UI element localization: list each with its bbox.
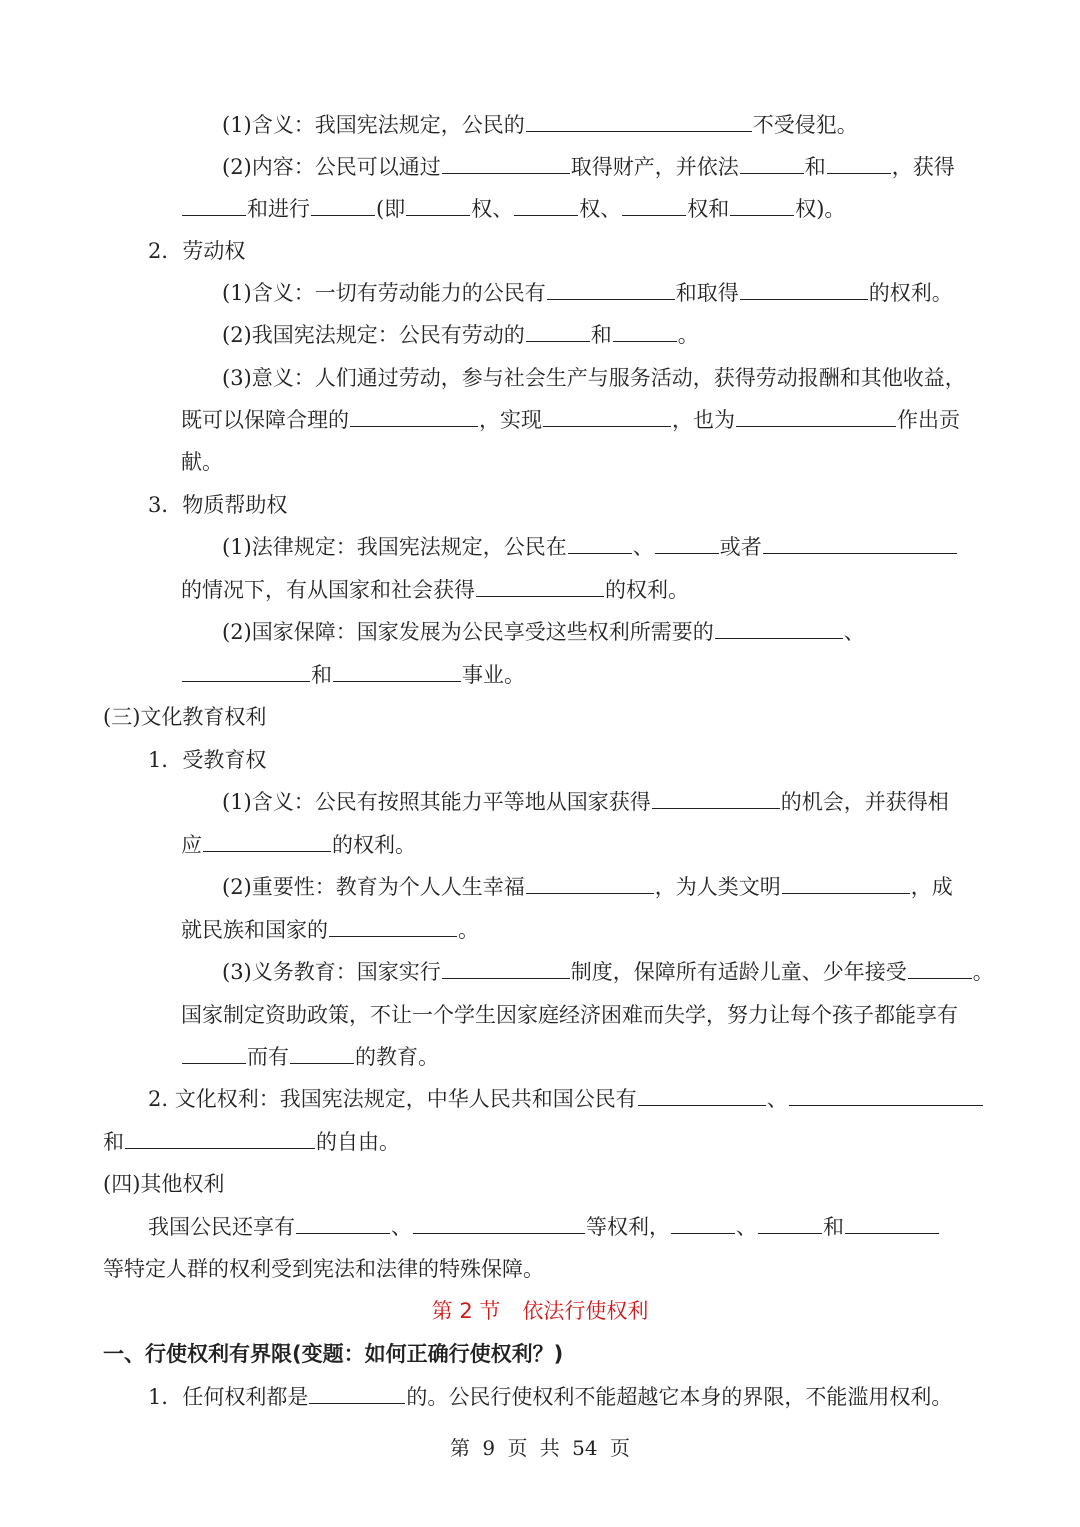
- fill-blank: [182, 1041, 246, 1064]
- line-text: 的权利。: [868, 281, 953, 305]
- main-heading: 一、行使权利有界限(变题：如何正确行使权利？): [103, 1342, 564, 1366]
- text-line: [0, 611, 1080, 653]
- line-text: ，获得: [891, 155, 955, 179]
- fill-blank: [329, 914, 457, 937]
- text-line: [0, 272, 1080, 314]
- fill-blank: [526, 109, 752, 132]
- text-line: [0, 1036, 1080, 1078]
- fill-blank: [333, 659, 461, 682]
- line-text: 等权利，: [586, 1215, 670, 1239]
- fill-blank: [526, 871, 654, 894]
- subsection-title: 2．劳动权: [148, 239, 246, 263]
- line-text: 献。: [181, 450, 223, 474]
- line-text: 2. 文化权利：我国宪法规定，中华人民共和国公民有: [148, 1087, 637, 1111]
- line-text: 权、: [579, 197, 622, 221]
- fill-blank: [442, 956, 570, 979]
- line-text: 的机会，并获得相: [780, 790, 949, 814]
- line-text: 和: [804, 155, 826, 179]
- fill-blank: [203, 829, 331, 852]
- line-text: 既可以保障合理的: [181, 408, 349, 432]
- fill-blank: [758, 1211, 822, 1234]
- text-line: [0, 314, 1080, 356]
- line-text: 权、: [471, 197, 514, 221]
- line-text: 的自由。: [316, 1130, 400, 1154]
- section-heading: (四)其他权利: [103, 1172, 225, 1196]
- line-text: (3)意义：人们通过劳动，参与社会生产与服务活动，获得劳动报酬和其他收益，: [222, 366, 966, 390]
- text-line: [0, 484, 1080, 526]
- line-text: 的情况下，有从国家和社会获得: [181, 578, 475, 602]
- fill-blank: [655, 531, 719, 554]
- line-text: 的权利。: [332, 833, 416, 857]
- fill-blank: [908, 956, 972, 979]
- line-text: 和取得: [675, 281, 739, 305]
- fill-blank: [413, 1211, 585, 1234]
- line-text: 和: [823, 1215, 844, 1239]
- line-text: 就民族和国家的: [181, 918, 328, 942]
- fill-blank: [526, 319, 590, 342]
- fill-blank: [652, 786, 780, 809]
- text-line: [0, 739, 1080, 781]
- fill-blank: [638, 1083, 766, 1106]
- text-line: [0, 357, 1080, 399]
- line-text: 1．任何权利都是: [148, 1385, 309, 1409]
- fill-blank: [311, 193, 375, 216]
- fill-blank: [845, 1211, 939, 1234]
- text-line: [0, 1078, 1080, 1120]
- line-text: 或者: [719, 535, 762, 559]
- text-line: [0, 104, 1080, 146]
- fill-blank: [182, 659, 310, 682]
- fill-blank: [789, 1083, 983, 1106]
- line-text: ，为人类文明: [654, 875, 781, 899]
- line-text: 的教育。: [355, 1045, 439, 1069]
- text-line: [0, 781, 1080, 823]
- line-text: 权)。: [795, 197, 846, 221]
- line-text: (1)含义：我国宪法规定，公民的: [222, 113, 525, 137]
- line-text: (2)我国宪法规定：公民有劳动的: [222, 323, 525, 347]
- line-text: ，也为: [672, 408, 735, 432]
- section-number: 第 2 节: [431, 1299, 501, 1323]
- line-text: 等特定人群的权利受到宪法和法律的特殊保障。: [103, 1257, 544, 1281]
- line-text: 应: [181, 833, 202, 857]
- line-text: 而有: [247, 1045, 289, 1069]
- fill-blank: [715, 616, 843, 639]
- line-text: 和: [311, 663, 332, 687]
- line-text: 作出贡: [897, 408, 960, 432]
- line-text: 和: [103, 1130, 124, 1154]
- text-line: [0, 230, 1080, 272]
- text-line: [0, 399, 1080, 441]
- line-text: 、: [766, 1087, 788, 1111]
- fill-blank: [671, 1211, 735, 1234]
- line-text: 不受侵犯。: [752, 113, 858, 137]
- text-line: [0, 1121, 1080, 1163]
- section-heading: (三)文化教育权利: [103, 705, 267, 729]
- text-line: [0, 188, 1080, 230]
- fill-blank: [406, 193, 470, 216]
- fill-blank: [182, 193, 246, 216]
- line-text: 、: [843, 620, 865, 644]
- fill-blank: [613, 319, 677, 342]
- line-text: 。: [677, 323, 699, 347]
- text-line: [0, 146, 1080, 188]
- line-text: (即: [376, 197, 406, 221]
- fill-blank: [740, 277, 868, 300]
- text-line: [0, 1248, 1080, 1290]
- line-text: 事业。: [462, 663, 525, 687]
- line-text: 、: [391, 1215, 412, 1239]
- text-line: [0, 909, 1080, 951]
- line-text: 。: [458, 918, 479, 942]
- fill-blank: [350, 404, 478, 427]
- text-line: [0, 526, 1080, 568]
- line-text: 国家制定资助政策，不让一个学生因家庭经济困难而失学，努力让每个孩子都能享有: [181, 1003, 958, 1027]
- line-text: 我国公民还享有: [148, 1215, 295, 1239]
- fill-blank: [730, 193, 794, 216]
- section-title: [0, 1290, 1080, 1332]
- page-footer: 第 9 页 共 54 页: [450, 1436, 630, 1460]
- fill-blank: [125, 1126, 315, 1149]
- fill-blank: [309, 1381, 405, 1404]
- text-line: [0, 824, 1080, 866]
- fill-blank: [514, 193, 578, 216]
- line-text: (2)内容：公民可以通过: [222, 155, 441, 179]
- subsection-title: 3．物质帮助权: [148, 493, 288, 517]
- text-line: [0, 569, 1080, 611]
- text-line: [0, 654, 1080, 696]
- fill-blank: [827, 151, 891, 174]
- fill-blank: [547, 277, 675, 300]
- line-text: ，实现: [479, 408, 542, 432]
- line-text: (1)含义：公民有按照其能力平等地从国家获得: [222, 790, 651, 814]
- line-text: 、: [736, 1215, 757, 1239]
- text-line: [0, 1206, 1080, 1248]
- line-text: 、: [632, 535, 654, 559]
- line-text: 的。公民行使权利不能超越它本身的界限，不能滥用权利。: [406, 1385, 953, 1409]
- fill-blank: [622, 193, 686, 216]
- subsection-title: 1．受教育权: [148, 748, 267, 772]
- text-line: [0, 1376, 1080, 1418]
- line-text: 。: [972, 960, 994, 984]
- line-text: 制度，保障所有适龄儿童、少年接受: [570, 960, 907, 984]
- line-text: (1)法律规定：我国宪法规定，公民在: [222, 535, 567, 559]
- section-title-text: 依法行使权利: [522, 1299, 649, 1323]
- fill-blank: [740, 151, 804, 174]
- fill-blank: [296, 1211, 390, 1234]
- line-text: (3)义务教育：国家实行: [222, 960, 441, 984]
- line-text: 和: [590, 323, 612, 347]
- text-line: [0, 696, 1080, 738]
- fill-blank: [782, 871, 910, 894]
- text-line: [0, 951, 1080, 993]
- fill-blank: [543, 404, 671, 427]
- line-text: (1)含义：一切有劳动能力的公民有: [222, 281, 546, 305]
- text-line: [0, 994, 1080, 1036]
- line-text: 权和: [687, 197, 730, 221]
- line-text: 取得财产，并依法: [570, 155, 739, 179]
- fill-blank: [442, 151, 570, 174]
- line-text: ，成: [910, 875, 953, 899]
- line-text: (2)国家保障：国家发展为公民享受这些权利所需要的: [222, 620, 714, 644]
- fill-blank: [568, 531, 632, 554]
- line-text: (2)重要性：教育为个人人生幸福: [222, 875, 525, 899]
- text-line: [0, 866, 1080, 908]
- fill-blank: [290, 1041, 354, 1064]
- line-text: 和进行: [247, 197, 310, 221]
- fill-blank: [763, 531, 957, 554]
- text-line: [0, 1163, 1080, 1205]
- text-line: [0, 441, 1080, 483]
- fill-blank: [476, 574, 604, 597]
- line-text: 的权利。: [605, 578, 689, 602]
- fill-blank: [736, 404, 896, 427]
